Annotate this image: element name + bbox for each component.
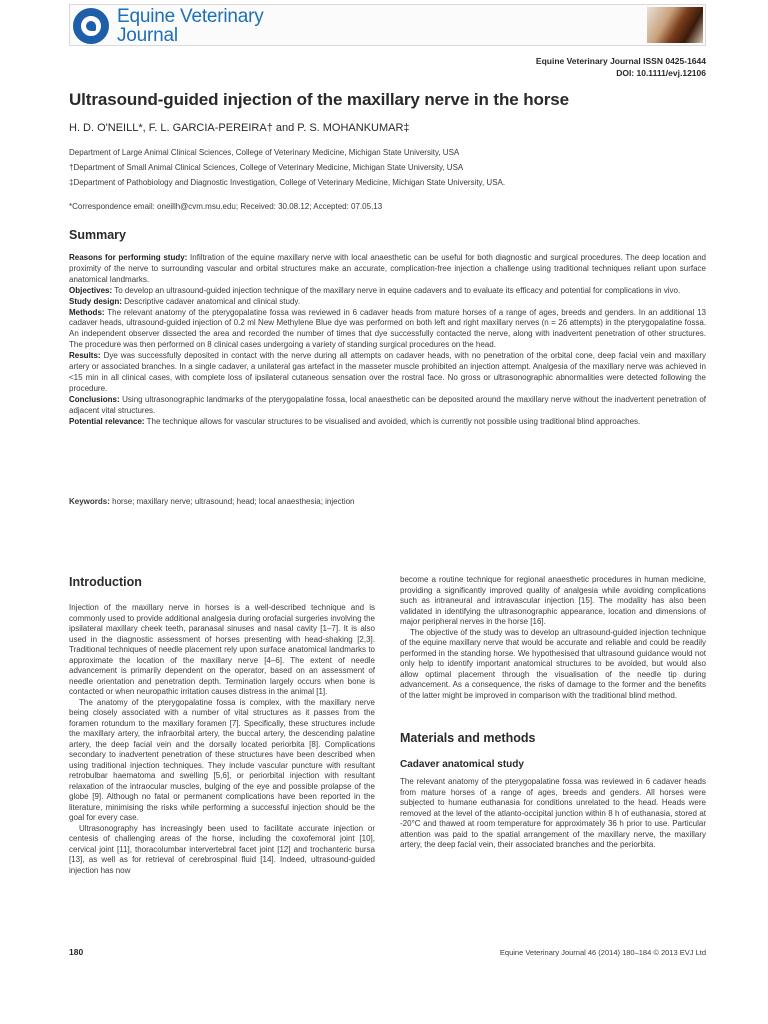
summary-conclusions (69, 395, 706, 417)
methods-text: The relevant anatomy of the pterygopalatine fossa was reviewed in 6 cadaver heads from mature horses of a range of ages, breeds and genders. In an additional 13 cadaver heads, ultrasound-guided injection of 0.2 ml New Methylene Blue dye was performed on both left and right maxillary nerves (n = 26 attempts) in the pterygopalatine fossa. An independent observer dissected the area and recorded the number of times that dye successfully contacted the nerve, along with inadvertent penetration of other structures. The procedure was then performed on 8 clinical cases undergoing a variety of standing surgical procedures on the head. (69, 307, 706, 350)
keywords-label: Keywords: (69, 497, 110, 506)
summary-heading: Summary (69, 228, 126, 242)
summary-objectives (69, 286, 706, 297)
objectives-label: Objectives: (69, 285, 113, 295)
right-column (400, 575, 706, 851)
summary-relevance (69, 417, 706, 428)
introduction-heading: Introduction (69, 575, 142, 589)
methods-label: Methods: (69, 307, 105, 317)
journal-seal-logo (73, 8, 109, 44)
results-label: Results: (69, 351, 101, 361)
summary-design (69, 297, 706, 308)
doi: DOI: 10.1111/evj.12106 (616, 68, 706, 78)
cadaver-study-subheading: Cadaver anatomical study (400, 759, 524, 770)
summary-body (69, 253, 706, 428)
intro-paragraph-3: Ultrasonography has increasingly been used to facilitate accurate injection or centesis of challenging areas of the horse, including the coxofemoral joint [10], cervical joint [11], thoracolumbar intervertebral facet joint [12] and trochanteric bursa [13], as well as for retrieval of cerebrospinal fluid [14]. Indeed, ultrasound-guided injection has now (69, 823, 375, 875)
left-column (69, 575, 375, 876)
methods-paragraph-1: The relevant anatomy of the pterygopalatine fossa was reviewed in 6 cadaver heads from mature horses of a range of ages, breeds and genders. All horses were subjected to humane euthanasia for conditions unrelated to the head. Heads were removed at the level of the atlanto-occipital junction within 8 h of euthanasia, stored at -20°C and thawed at room temperature for approximately 36 h prior to use. Particular attention was paid to the spatial arrangement of the maxillary nerve, the maxillary artery, the deep facial vein, their associated branches and the periorbita. (400, 777, 706, 849)
footer-citation: Equine Veterinary Journal 46 (2014) 180–184 © 2013 EVJ Ltd (499, 948, 706, 957)
keywords (69, 497, 706, 506)
design-text: Descriptive cadaver anatomical and clinical study. (121, 296, 301, 306)
journal-name (117, 7, 317, 45)
horse-photo (647, 7, 703, 43)
objectives-text: To develop an ultrasound-guided injection technique of the maxillary nerve in equine cadavers and to evaluate its efficacy and potential for complications in vivo. (112, 285, 681, 295)
summary-results (69, 351, 706, 395)
results-text: Dye was successfully deposited in contact with the nerve during all attempts on cadaver heads, with no penetration of the orbital cone, deep facial vein and maxillary artery or associated branches. In a single cadaver, a unilateral gas artefact in the masseter muscle prohibited an injection attempt. Analgesia of the maxillary nerve was achieved in <15 min in all clinical cases, with complete loss of ipsilateral cutaneous sensation over the rostral face. No gross or ultrasonographic abnormalities were detected following the procedure. (69, 351, 706, 393)
intro-paragraph-2: The anatomy of the pterygopalatine fossa is complex, with the maxillary nerve being closely associated with a number of vital structures as it passes from the foramen rotundum to the maxillary foramen [7]. Specifically, these structures include the maxillary artery, the infraorbital artery, the buccal artery, the descending palatine artery, the deep facial vein and the dorsally located periorbita [8]. Complications secondary to inadvertent penetration of these structures have been described when using traditional injection techniques. They include vascular puncture with resultant retrobulbar haematoma and swelling [5,6], or periorbital injection with resultant relaxation of the intraocular muscles, bulging of the eye and possible prolapse of the globe [9]. Although no fatal or permanent complications have been reported in the literature, minimising the risks while performing a successful injection should be the goal for every case. (69, 697, 375, 822)
reasons-label: Reasons for performing study: (69, 253, 188, 262)
article-meta (536, 55, 706, 79)
affiliation-2: †Department of Small Animal Clinical Sciences, College of Veterinary Medicine, Michigan State University, USA (69, 163, 464, 172)
relevance-label: Potential relevance: (69, 416, 145, 426)
affiliations (69, 145, 505, 190)
reasons-text: Infiltration of the equine maxillary nerve with local anaesthetic can be useful for both diagnostic and surgical procedures. The deep location and proximity of the nerve to surrounding vascular and orbital structures make an accurate, complication-free injection a challenge using traditional techniques reliant upon surface anatomical landmarks. (69, 253, 706, 284)
design-label: Study design: (69, 296, 122, 306)
summary-methods (69, 308, 706, 352)
intro-paragraph-5: The objective of the study was to develop an ultrasound-guided injection technique of the equine maxillary nerve that would be accurate and reliable and could be readily performed in the standing horse. We hypothesised that ultrasound guidance would not only help to identify important anatomical structures to be avoided, but would also allow optimal placement through the visualisation of the needle tip during advancement. As a consequence, the risks of damage to the former and the benefits of the latter might be improved in comparison with the traditional blind method. (400, 627, 706, 700)
authors: H. D. O'NEILL*, F. L. GARCIA-PEREIRA† and P. S. MOHANKUMAR‡ (69, 122, 410, 134)
article-title: Ultrasound-guided injection of the maxillary nerve in the horse (69, 90, 570, 109)
page-number: 180 (69, 947, 84, 957)
journal-banner (69, 4, 706, 46)
intro-paragraph-1: Injection of the maxillary nerve in horses is a well-described technique and is commonly used to provide additional analgesia during orofacial surgeries involving the ipsilateral maxillary cheek teeth, paranasal sinuses and nasal cavity [1–7]. It is also used in the diagnostic assessment of horses presenting with head-shaking [2,3]. Traditional techniques of needle placement rely upon surface anatomical landmarks to approximate the location of the maxillary nerve [4–6]. The extent of needle advancement is primarily dependent on the operator, based on an assessment of needle orientation and penetration depth. Termination largely occurs when bone is contacted or when neuropathic irritation causes distress in the animal [1]. (69, 603, 375, 696)
conclusions-label: Conclusions: (69, 394, 120, 404)
journal-name-line1: Equine Veterinary (117, 6, 264, 27)
methods-heading: Materials and methods (400, 731, 536, 745)
summary-reasons (69, 253, 706, 286)
affiliation-3: ‡Department of Pathobiology and Diagnostic Investigation, College of Veterinary Medicine, Michigan State University, USA. (69, 178, 506, 187)
relevance-text: The technique allows for vascular structures to be visualised and avoided, which is currently not possible using traditional blind approaches. (144, 416, 641, 426)
correspondence: *Correspondence email: oneillh@cvm.msu.edu; Received: 30.08.12; Accepted: 07.05.13 (69, 202, 383, 211)
affiliation-1: Department of Large Animal Clinical Sciences, College of Veterinary Medicine, Michigan State University, USA (69, 148, 460, 157)
issn: Equine Veterinary Journal ISSN 0425-1644 (535, 56, 706, 66)
intro-paragraph-4: become a routine technique for regional anaesthetic procedures in human medicine, providing a significantly improved quality of analgesia while avoiding complications such as intraneural and intravascular injection [15]. The modality has also been validated in identifying the ultrasonographic appearance, location and dimensions of major peripheral nerves in the horse [16]. (400, 575, 706, 626)
conclusions-text: Using ultrasonographic landmarks of the pterygopalatine fossa, local anaesthetic can be deposited around the maxillary nerve without the inadvertent penetration of adjacent vital structures. (69, 394, 706, 415)
keywords-text: horse; maxillary nerve; ultrasound; head; local anaesthesia; injection (109, 497, 355, 506)
journal-name-line2: Journal (117, 25, 178, 46)
